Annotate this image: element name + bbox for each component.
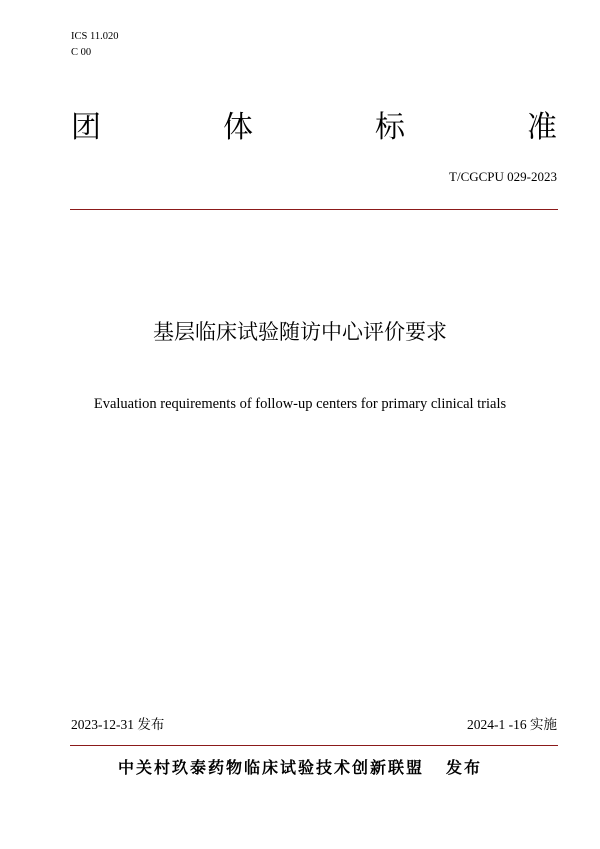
publisher-suffix: 发布 [446,758,483,777]
publication-date: 2023-12-31 发布 [71,717,165,732]
standard-number: T/CGCPU 029-2023 [449,169,557,184]
standard-type-heading [71,106,557,150]
standard-type-char: 准 [527,110,557,145]
ccs-code: C 00 [71,47,92,58]
implementation-date: 2024-1 -16 实施 [467,717,557,732]
publisher-line [0,754,600,782]
ics-code: ICS 11.020 [71,31,119,42]
standard-type-char: 团 [71,110,101,145]
publisher-name: 中关村玖泰药物临床试验技术创新联盟 [117,758,424,777]
document-title-chinese: 基层临床试验随访中心评价要求 [153,320,447,344]
document-title-english: Evaluation requirements of follow-up centers for primary clinical trials [93,396,507,412]
standard-type-char: 标 [375,110,405,145]
bottom-divider [70,745,558,746]
standard-type-char: 体 [223,110,253,145]
top-divider [70,209,558,210]
